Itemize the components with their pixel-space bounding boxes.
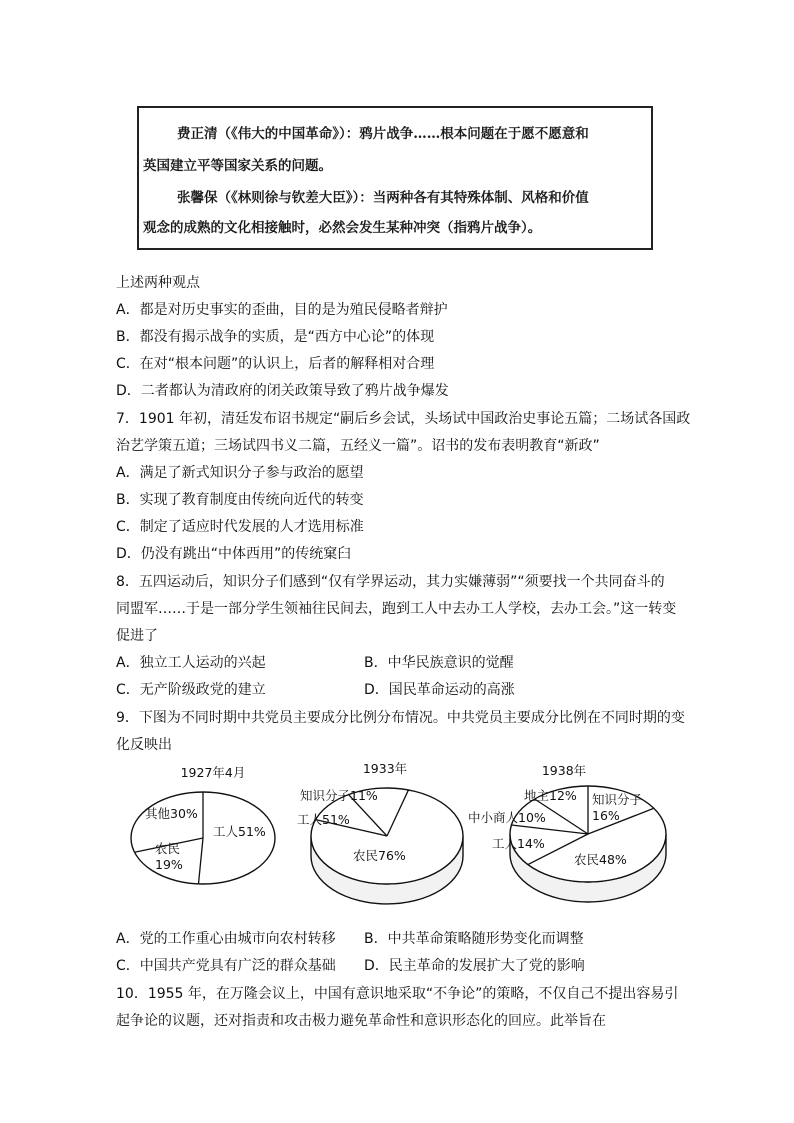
q9-option-b: B．中共革命策略随形势变化而调整: [364, 931, 584, 947]
q10-stem-line-1: 10．1955 年，在万隆会议上，中国有意识地采取“不争论”的策略，不仅自己不提出容易引: [116, 986, 679, 1002]
pie-1933-title: 1933年: [362, 761, 408, 776]
q8-option-c: C．无产阶级政党的建立: [116, 682, 266, 698]
quote-line-2: 英国建立平等国家关系的问题。: [143, 158, 332, 174]
q8-option-a: A．独立工人运动的兴起: [116, 655, 266, 671]
q10-stem-line-2: 起争论的议题，还对指责和攻击极力避免革命性和意识形态化的回应。此举旨在: [116, 1013, 606, 1029]
pie-chart-1927: [125, 758, 295, 898]
quote-box: [137, 106, 653, 250]
q7-option-d: D．仍没有跳出“中体西用”的传统窠臼: [116, 546, 352, 562]
pie-slice-label-工人: 工人51%: [213, 824, 266, 839]
q7-stem-line-1: 7．1901 年初，清廷发布诏书规定“嗣后乡会试，头场试中国政治史事论五篇；二场试各国政: [116, 411, 691, 427]
q6-option-c: C．在对“根本问题”的认识上，后者的解释相对合理: [116, 356, 435, 372]
quote-line-4: 观念的成熟的文化相接触时，必然会发生某种冲突（指鸦片战争）。: [143, 220, 542, 236]
q6-stem: 上述两种观点: [116, 275, 200, 291]
q6-option-a: A．都是对历史事实的歪曲，目的是为殖民侵略者辩护: [116, 302, 448, 318]
pie-slice-label-知识分子: 知识分子 16%: [592, 792, 643, 823]
pie-chart-1938: [468, 758, 680, 908]
q9-option-d: D．民主革命的发展扩大了党的影响: [364, 958, 585, 974]
pie-slice-label-其他: 其他30%: [145, 806, 198, 821]
q8-stem-line-2: 同盟军……于是一部分学生领袖往民间去，跑到工人中去办工人学校，去办工会。”这一转变: [116, 601, 677, 617]
q8-stem-line-3: 促进了: [116, 628, 158, 644]
pie-1938-title: 1938年: [541, 763, 587, 778]
pie-1927-title: 1927年4月: [180, 765, 246, 780]
q9-option-c: C．中国共产党具有广泛的群众基础: [116, 958, 336, 974]
q6-option-d: D．二者都认为清政府的闭关政策导致了鸦片战争爆发: [116, 383, 449, 399]
q8-option-b: B．中华民族意识的觉醒: [364, 655, 514, 671]
q9-stem-line-1: 9．下图为不同时期中共党员主要成分比例分布情况。中共党员主要成分比例在不同时期的变: [116, 710, 685, 726]
q6-option-b: B．都没有揭示战争的实质，是“西方中心论”的体现: [116, 329, 435, 345]
pie-slice-label-中小商人: 中小商人10%: [468, 810, 546, 825]
quote-line-1: 费正清（《伟大的中国革命》）：鸦片战争……根本问题在于愿不愿意和: [177, 126, 589, 142]
q8-stem-line-1: 8．五四运动后，知识分子们感到“仅有学界运动，其力实嫌薄弱”“须要找一个共同奋斗的: [116, 574, 665, 590]
pie-chart-1933: [295, 758, 485, 908]
pie-slice-label-农民: 农民76%: [353, 848, 406, 863]
quote-line-3: 张馨保（《林则徐与钦差大臣》）：当两种各有其特殊体制、风格和价值: [177, 190, 589, 206]
q7-option-a: A．满足了新式知识分子参与政治的愿望: [116, 465, 364, 481]
pie-slice-label-知识分子: 知识分子11%: [300, 788, 378, 803]
q8-option-d: D．国民革命运动的高涨: [364, 682, 515, 698]
pie-slice-label-农民: 农民 19%: [155, 841, 183, 872]
q7-stem-line-2: 治艺学策五道；三场试四书义二篇，五经义一篇”。诏书的发布表明教育“新政”: [116, 438, 600, 454]
pie-slice-label-工人: 工人51%: [297, 812, 350, 827]
pie-slice-label-农民: 农民48%: [574, 852, 627, 867]
pie-slice-label-地主: 地主12%: [524, 788, 577, 803]
q7-option-c: C．制定了适应时代发展的人才选用标准: [116, 519, 364, 535]
q9-stem-line-2: 化反映出: [116, 737, 172, 753]
q7-option-b: B．实现了教育制度由传统向近代的转变: [116, 492, 364, 508]
pie-slice-label-工人: 工人14%: [492, 836, 545, 851]
q9-option-a: A．党的工作重心由城市向农村转移: [116, 931, 336, 947]
